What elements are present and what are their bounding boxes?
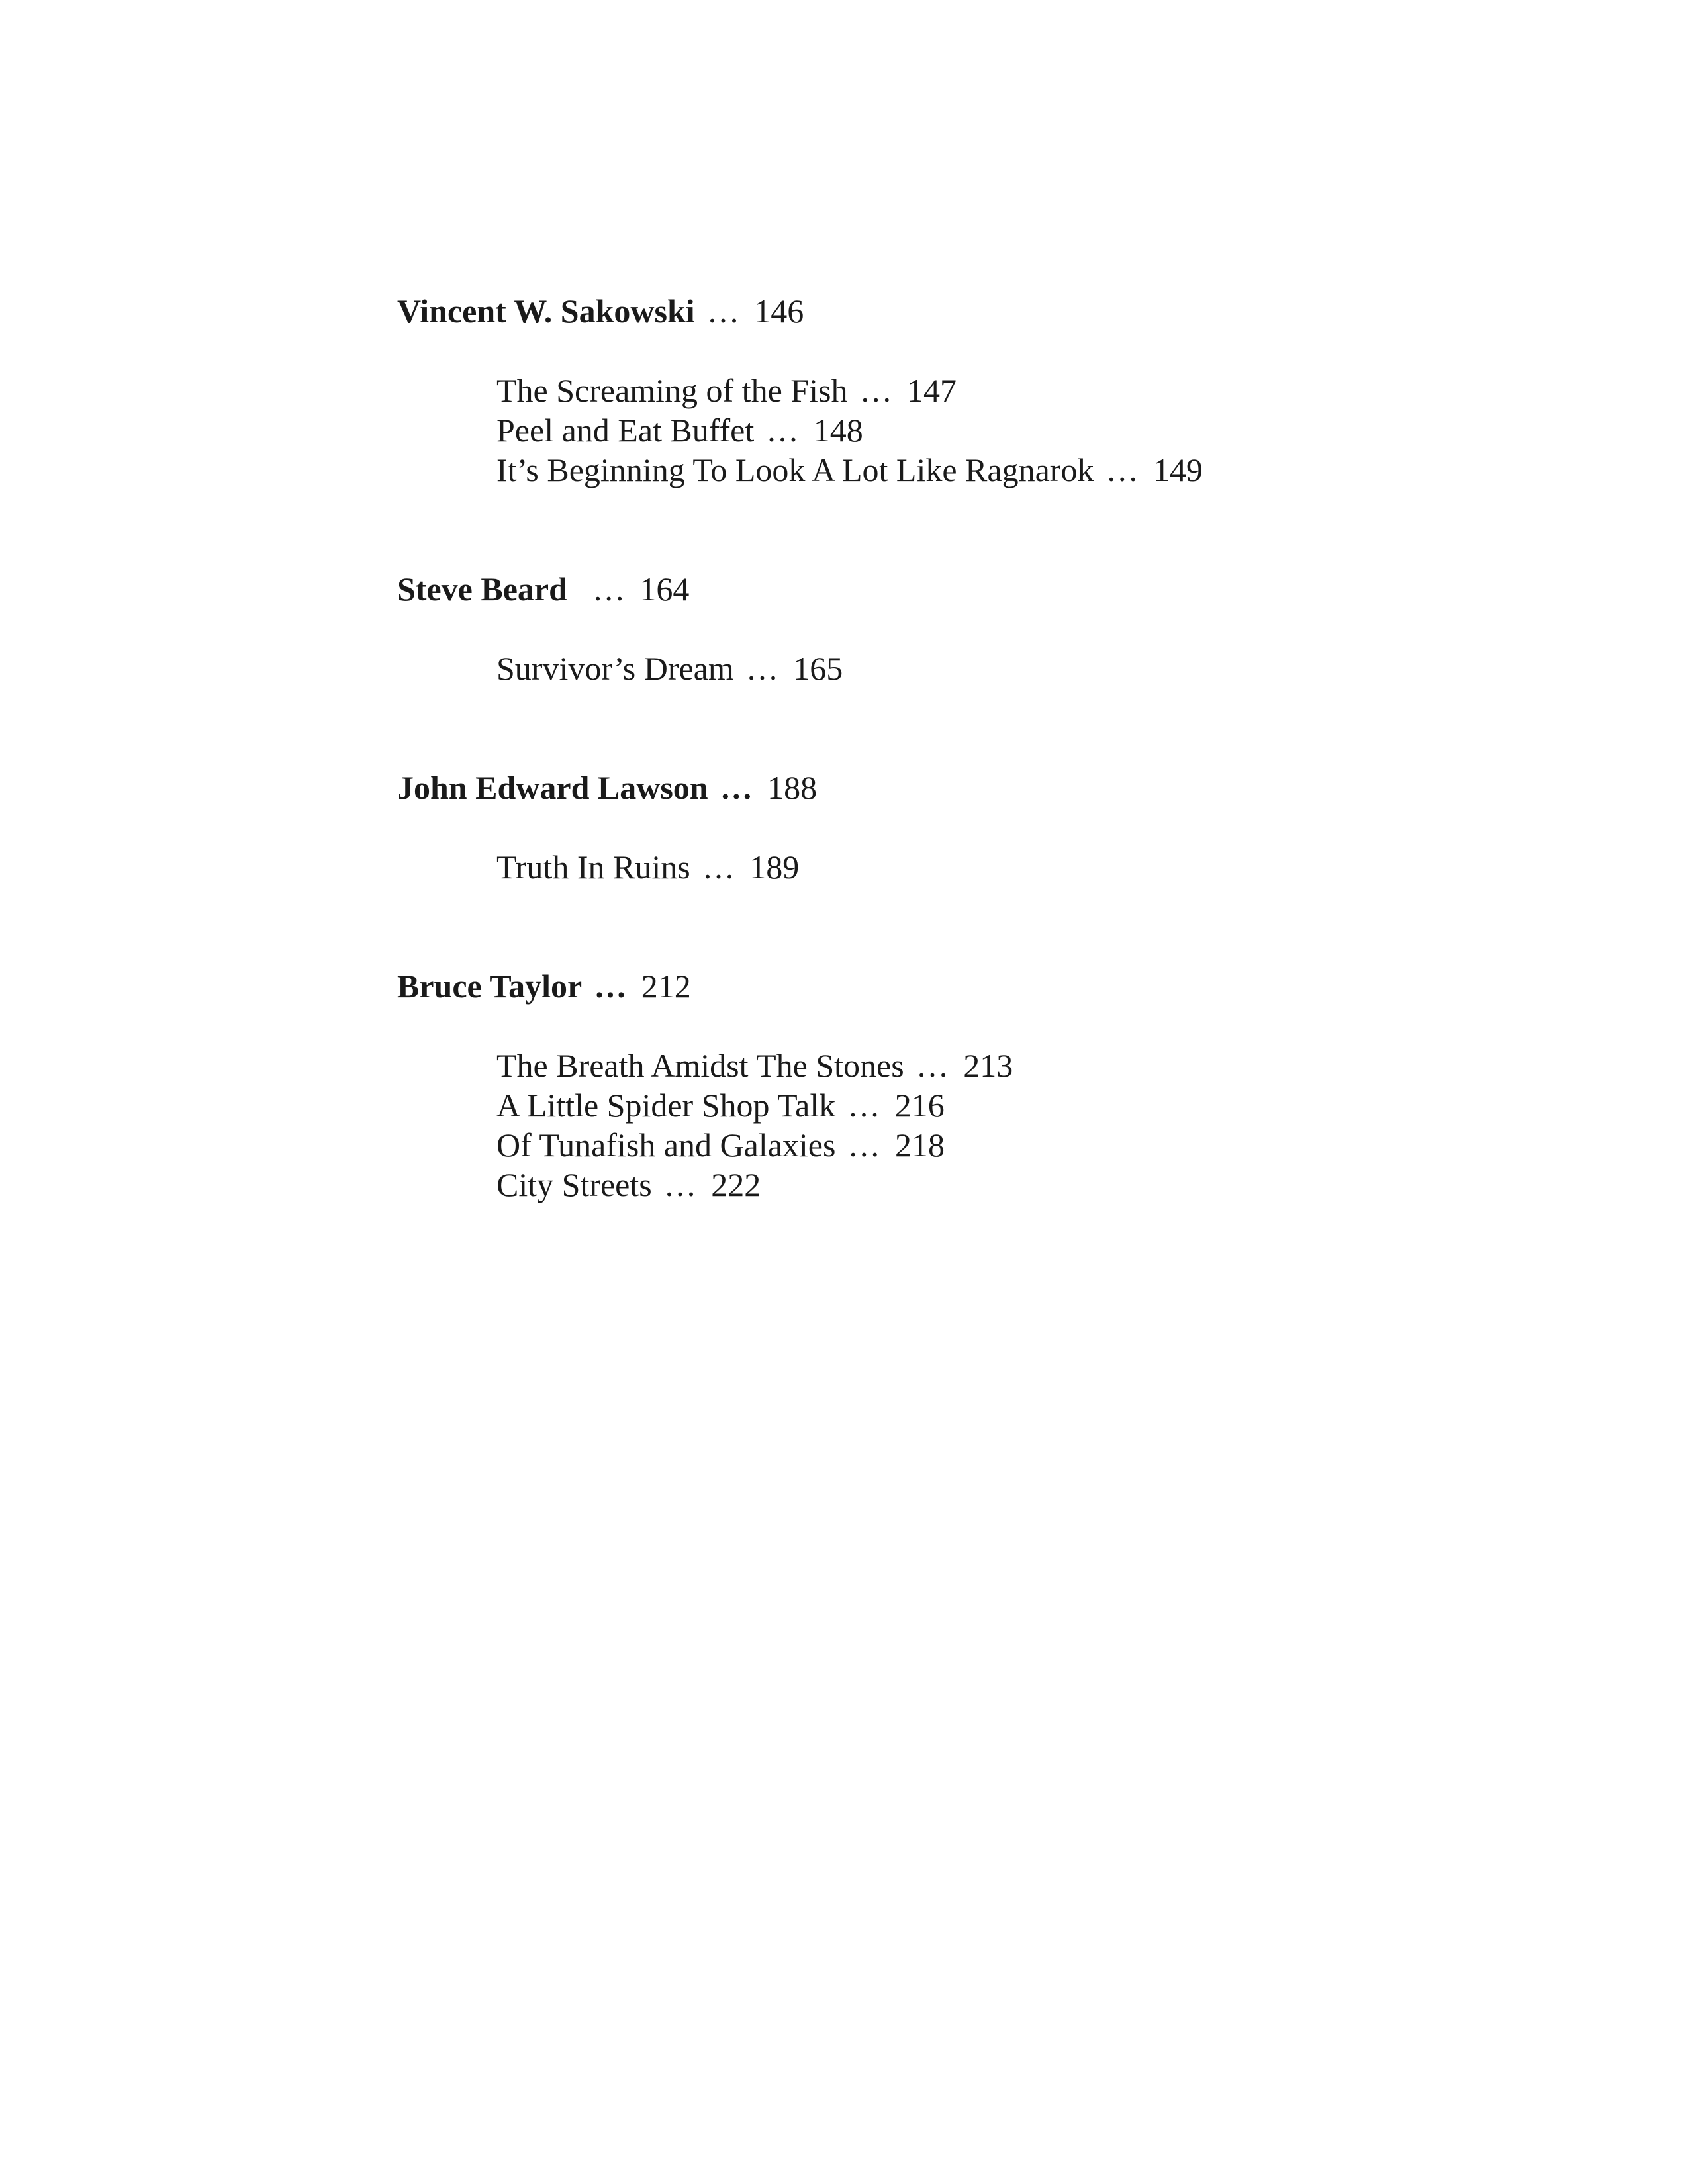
toc-work-entry bbox=[496, 1085, 945, 1125]
leader-dots: ... bbox=[721, 769, 755, 806]
page-number: 146 bbox=[754, 293, 804, 330]
author-name: Bruce Taylor bbox=[397, 968, 583, 1005]
leader-dots: ... bbox=[595, 968, 628, 1005]
leader-dots: ... bbox=[708, 293, 741, 330]
page-number: 222 bbox=[711, 1166, 761, 1203]
leader-dots: ... bbox=[849, 1087, 882, 1124]
leader-dots: ... bbox=[1107, 451, 1140, 488]
toc-work-entry bbox=[496, 847, 799, 887]
toc-work-entry bbox=[496, 371, 957, 410]
author-name: John Edward Lawson bbox=[397, 769, 708, 806]
leader-dots: ... bbox=[849, 1126, 882, 1163]
page-number: 216 bbox=[894, 1087, 945, 1124]
toc-author-entry bbox=[397, 569, 689, 609]
toc-author-entry bbox=[397, 966, 691, 1006]
leader-dots: ... bbox=[767, 412, 800, 449]
work-title: Truth In Ruins bbox=[496, 848, 690, 886]
toc-author-entry bbox=[397, 768, 817, 807]
toc-work-entry bbox=[496, 649, 843, 688]
work-title: The Breath Amidst The Stones bbox=[496, 1047, 904, 1084]
page-number: 188 bbox=[767, 769, 818, 806]
page-number: 147 bbox=[906, 372, 957, 409]
page-number: 165 bbox=[793, 650, 843, 687]
page-number: 212 bbox=[641, 968, 691, 1005]
work-title: The Screaming of the Fish bbox=[496, 372, 848, 409]
leader-dots: ... bbox=[703, 848, 737, 886]
leader-dots: ... bbox=[861, 372, 894, 409]
leader-dots: ... bbox=[593, 570, 627, 608]
leader-dots: ... bbox=[917, 1047, 951, 1084]
work-title: Survivor’s Dream bbox=[496, 650, 734, 687]
page-number: 148 bbox=[813, 412, 863, 449]
toc-work-entry bbox=[496, 450, 1203, 490]
page-number: 149 bbox=[1152, 451, 1203, 488]
toc-work-entry bbox=[496, 410, 863, 450]
toc-work-entry bbox=[496, 1046, 1013, 1085]
toc-author-entry bbox=[397, 291, 804, 331]
page-number: 213 bbox=[963, 1047, 1013, 1084]
leader-dots: ... bbox=[665, 1166, 698, 1203]
leader-dots: ... bbox=[747, 650, 780, 687]
work-title: Peel and Eat Buffet bbox=[496, 412, 755, 449]
work-title: It’s Beginning To Look A Lot Like Ragnarok bbox=[496, 451, 1094, 488]
work-title: Of Tunafish and Galaxies bbox=[496, 1126, 836, 1163]
author-name: Vincent W. Sakowski bbox=[397, 293, 695, 330]
toc-work-entry bbox=[496, 1165, 761, 1205]
page-number: 164 bbox=[639, 570, 690, 608]
work-title: City Streets bbox=[496, 1166, 652, 1203]
toc-work-entry bbox=[496, 1125, 945, 1165]
page-number: 189 bbox=[749, 848, 800, 886]
page-number: 218 bbox=[894, 1126, 945, 1163]
author-name: Steve Beard bbox=[397, 570, 567, 608]
work-title: A Little Spider Shop Talk bbox=[496, 1087, 836, 1124]
